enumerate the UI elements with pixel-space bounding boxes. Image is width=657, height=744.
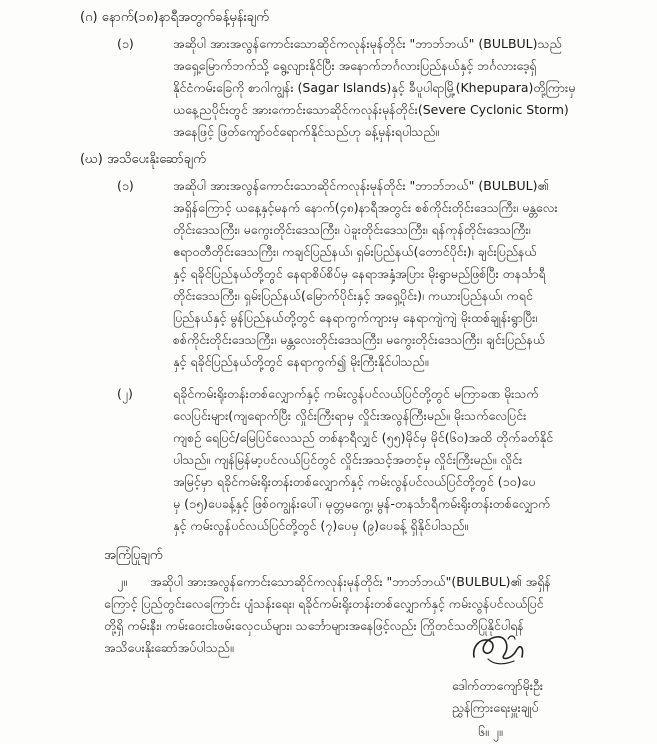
warning-para2-line: အမြင့်မှာ ရခိုင်ကမ်းရိုးတန်းတစ်လျှောက်နှင့် ကမ်းလွန်ပင်လယ်ပြင်တို့တွင် (၁၀)ပေ bbox=[173, 474, 536, 489]
advice-para-number: ၂။ bbox=[117, 574, 127, 589]
warning-para1-line: တိုင်းဒေသကြီး၊ ရှမ်းပြည်နယ်(မြောက်ပိုင်းနှင့် အရှေ့ပိုင်း)၊ ကယားပြည်နယ်၊ ကရင် bbox=[173, 288, 533, 303]
warning-para1-line: စစ်ကိုင်းတိုင်းဒေသကြီး၊ မန္တလေးတိုင်းဒေသကြီး၊ မကွေးတိုင်းဒေသကြီး၊ ချင်းပြည်နယ် bbox=[173, 332, 545, 347]
warning-para1-line: ပြည်နယ်နှင့် မွန်ပြည်နယ်တို့တွင် နေရာကွက်ကျားမှ နေရာကျဲကျဲ မိုးထစ်ချုန်းရွာပြီး၊ bbox=[173, 310, 538, 325]
forecast-para1-line: နိုင်ငံကမ်းခြေကို စာဂါကျွန်း (Sagar Islands)နှင့် ခီပူပါရာမြို့(Khepupara)တို့ကြားမှ bbox=[173, 80, 576, 95]
forecast-para1-line: အနေဖြင့် ဖြတ်ကျော်ဝင်ရောက်နိုင်သည်ဟု ခန့်မှန်းရပါသည်။ bbox=[173, 124, 440, 139]
forecast-para1-number: (၁) bbox=[117, 36, 134, 51]
advice-para-line: အသိပေးနိုးဆော်အပ်ပါသည်။ bbox=[104, 640, 234, 655]
warning-para1-line: တိုင်းဒေသကြီး၊ မကွေးတိုင်းဒေသကြီး၊ ပဲခူးတိုင်းဒေသကြီး၊ ရန်ကုန်တိုင်းဒေသကြီး၊ bbox=[173, 222, 531, 237]
warning-para1-line: ဧရာဝတီတိုင်းဒေသကြီး၊ ကချင်ပြည်နယ်၊ ရှမ်းပြည်နယ်(တောင်ပိုင်း)၊ ချင်းပြည်နယ် bbox=[173, 244, 537, 259]
advice-heading: အကြံပြုချက် bbox=[104, 548, 163, 563]
signatory-name: ဒေါက်တာကျော်မိုးဦး bbox=[452, 678, 544, 693]
warning-para2-line: ကျစဉ် ရေပြင်/မြေပြင်လေသည် တစ်နာရီလျှင် (၅၅)မိုင်မှ မိုင်(၆၀)အထိ တိုက်ခတ်နိုင် bbox=[173, 430, 554, 445]
signatory-title: ညွှန်ကြားရေးမှူးချုပ် bbox=[452, 700, 539, 715]
warning-para1-line: အရှိန်ကြောင့် ယနေ့နှင့်မနက် နောက်(၄၈)နာရီအတွင်း စစ်ကိုင်းတိုင်းဒေသကြီး၊ မန္တလေး bbox=[173, 200, 558, 215]
warning-para1-line: နှင့် ရခိုင်ပြည်နယ်တို့တွင် နေရာကွက်၍ မိုးကြီးနိုင်ပါသည်။ bbox=[173, 354, 429, 369]
warning-para1-number: (၁) bbox=[117, 178, 134, 193]
forecast-para1-line: ယနေ့ညပိုင်းတွင် အားကောင်းသောဆိုင်ကလုန်းမုန်တိုင်း(Severe Cyclonic Storm) bbox=[173, 102, 569, 117]
warning-para2-line: ပါသည်။ ကျန်မြန်မာ့ပင်လယ်ပြင်တွင် လှိုင်းအသင့်အတင့်မှ လှိုင်းကြီးမည်။ လှိုင်း bbox=[173, 452, 523, 467]
warning-heading: (ဃ) အသိပေးနိုးဆော်ချက် bbox=[80, 152, 206, 167]
forecast-para1-line: အရှေ့မြောက်ဘက်သို့ ရွေ့လျားနိုင်ပြီး အနောက်ဘင်္ဂလားပြည်နယ်နှင့် ဘင်္ဂလားဒေ့ရှ် bbox=[173, 58, 537, 73]
warning-para2-line: လေပြင်းများ(ကျရောက်ပြီး လှိုင်းကြီးရာမှ လှိုင်းအလွန်ကြီးမည်။ မိုးသက်လေပြင်း bbox=[173, 408, 527, 423]
forecast-heading: (ဂ) နောက်(၁၈)နာရီအတွက်ခန့်မှန်းချက် bbox=[80, 10, 269, 25]
advice-para-line: တို့ရှိ ကမ်းနီး၊ ကမ်းဝေးငါးဖမ်းလှေငယ်များ၊ သင်္ဘောများအနေဖြင့်လည်း ကြိုတင်သတိပြုနိုင်ပါရန် bbox=[104, 618, 524, 633]
warning-para2-line: နှင့် ကမ်းလွန်ပင်လယ်ပြင်တို့တွင် (၇)ပေမှ (၉)ပေခန့် ရှိနိုင်ပါသည်။ bbox=[173, 518, 469, 533]
advice-para-line: အဆိုပါ အားအလွန်ကောင်းသောဆိုင်ကလုန်းမုန်တိုင်း "ဘာဘ်ဘယ်"(BULBUL)၏ အရှိန် bbox=[150, 574, 551, 589]
warning-para2-line: ရခိုင်ကမ်းရိုးတန်းတစ်လျှောက်နှင့် ကမ်းလွန်ပင်လယ်ပြင်တို့တွင် မကြာခဏ မိုးသက် bbox=[173, 386, 539, 401]
handwritten-signature bbox=[468, 629, 528, 671]
warning-para1-line: နှင့် ရခိုင်ပြည်နယ်တို့တွင် နေရာစိပ်စိပ်မှ နေရာအနှံ့အပြား မိုးရွာမည်ဖြစ်ပြီး တနင်္သာရီ bbox=[173, 266, 546, 281]
warning-para2-number: (၂) bbox=[117, 386, 133, 401]
warning-para2-line: မှ (၁၅)ပေခန့်နှင့် ဖြစ်ဝကျွန်းပေါ်၊ မုတ္တမကွေ့၊ မွန်-တနင်္သာရီကမ်းရိုးတန်းတစ်လျှောက် bbox=[173, 496, 551, 511]
page-footer-mark: ၆။ ၂။ bbox=[478, 724, 503, 739]
forecast-para1-line: အဆိုပါ အားအလွန်ကောင်းသောဆိုင်ကလုန်းမုန်တိုင်း "ဘာဘ်ဘယ်" (BULBUL)သည် bbox=[173, 36, 562, 51]
advice-para-line: ကြောင့် ပြည်တွင်းလေကြောင်း ပျံသန်းရေး၊ ရခိုင်ကမ်းရိုးတန်းတစ်လျှောက်နှင့် ကမ်းလွန်ပင်လယ်ပြင် bbox=[104, 596, 544, 611]
warning-para1-line: အဆိုပါ အားအလွန်ကောင်းသောဆိုင်ကလုန်းမုန်တိုင်း "ဘာဘ်ဘယ်" (BULBUL)၏ bbox=[173, 178, 549, 193]
